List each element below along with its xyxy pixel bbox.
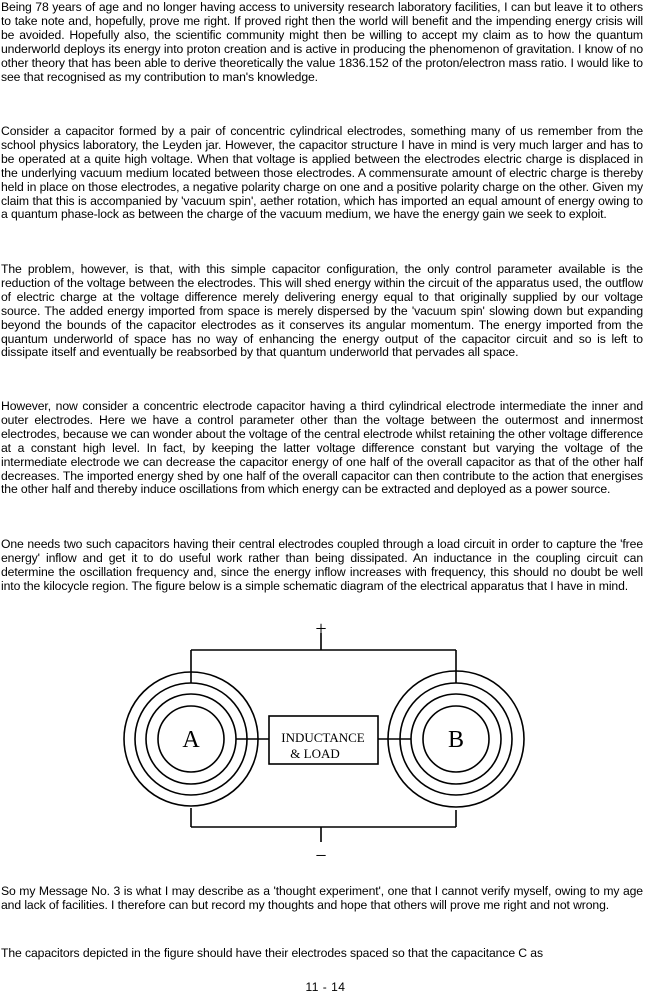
paragraph-2: Consider a capacitor formed by a pair of concentric cylindrical electrodes, something many of us remember from the school physics laboratory, the Leyden jar. However, the capacitor structure I have in mind is very much larger and has to be operated at a quite high voltage. When that voltage is applied between the electrodes electric charge is displaced in the underlying vacuum medium located between those electrodes. A commensurate amount of electric charge is thereby held in place on those electrodes, a negative polarity charge on one and a positive polarity charge on the other. Given my claim that this is accompanied by 'vacuum spin', aether rotation, which has imported an equal amount of energy owing to a quantum phase-lock as between the charge of the vacuum medium, we have the energy gain we seek to exploit. [1, 124, 643, 222]
paragraph-7: The capacitors depicted in the figure should have their electrodes spaced so that the capacitance C as [1, 946, 543, 960]
schematic-figure [115, 620, 535, 865]
capacitor-b-label: B [447, 727, 465, 753]
capacitor-a-label: A [182, 727, 200, 753]
minus-label: − [315, 845, 327, 865]
paragraph-4: However, now consider a concentric electrode capacitor having a third cylindrical electrode intermediate the inner and outer electrodes. Here we have a control parameter other than the voltage between the outermost and innermost electrodes, because we can wonder about the voltage of the central electrode whilst retaining the other voltage difference at a constant high level. In fact, by keeping the latter voltage difference constant but varying the voltage of the intermediate electrode we can decrease the capacitor energy of one half of the overall capacitor as that of the other half decreases. The imported energy shed by one half of the overall capacitor can then contribute to the action that energises the other half and thereby induce oscillations from which energy can be extracted and deployed as a power source. [1, 399, 643, 497]
schematic-diagram [115, 620, 535, 865]
paragraph-1: Being 78 years of age and no longer having access to university research laboratory facilities, I can but leave it to others to take note and, hopefully, prove me right. If proved right then the world will benefit and the impending energy crisis will be avoided. Hopefully also, the scientific community might then be willing to accept my claim as to how the quantum underworld deploys its energy into proton creation and is active in producing the phenomenon of gravitation. I know of no other theory that has been able to derive theoretically the value 1836.152 of the proton/electron mass ratio. I would like to see that recognised as my contribution to man's knowledge. [1, 0, 643, 84]
load-box-label-line1: INDUCTANCE [281, 730, 365, 745]
paragraph-6: So my Message No. 3 is what I may describe as a 'thought experiment', one that I cannot verify myself, owing to my age and lack of facilities. I therefore can but record my thoughts and hope that others will prove me right and not wrong. [1, 884, 643, 912]
paragraph-3: The problem, however, is that, with this simple capacitor configuration, the only control parameter available is the reduction of the voltage between the electrodes. This will shed energy within the circuit of the apparatus used, the outflow of electric charge at the voltage difference merely delivering energy equal to that originally supplied by our voltage source. The added energy imported from space is merely dispersed by the 'vacuum spin' slowing down but expanding beyond the bounds of the capacitor electrodes as it conserves its angular momentum. The energy imported from the quantum underworld of space has no way of enhancing the energy output of the capacitor circuit and so is left to dissipate itself and eventually be reabsorbed by that quantum underworld that pervades all space. [1, 262, 643, 360]
load-box-label-line2: & LOAD [290, 746, 340, 761]
paragraph-5: One needs two such capacitors having their central electrodes coupled through a load circuit in order to capture the 'free energy' inflow and get it to do useful work rather than being dissipated. An inductance in the coupling circuit can determine the oscillation frequency and, since the energy inflow increases with frequency, this should no doubt be well into the kilocycle region. The figure below is a simple schematic diagram of the electrical apparatus that I have in mind. [1, 537, 643, 593]
page-number: 11 - 14 [305, 980, 346, 994]
plus-label: + [315, 620, 327, 640]
